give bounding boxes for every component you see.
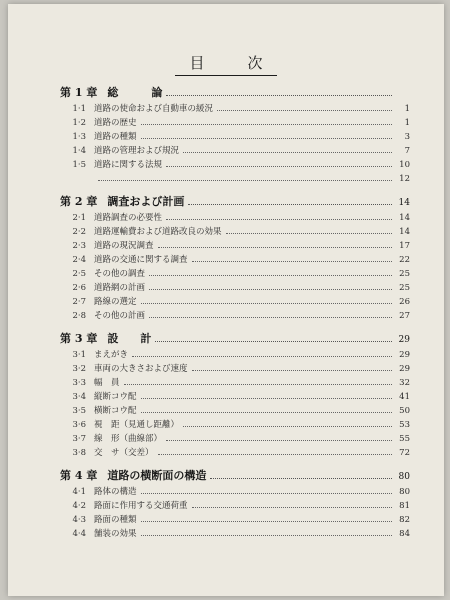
section-number: 3·7 bbox=[72, 434, 86, 444]
dot-leader bbox=[188, 203, 392, 205]
section-title: 路面の種類 bbox=[94, 515, 137, 525]
section-title: 道路の管理および規況 bbox=[94, 146, 180, 156]
dot-leader bbox=[166, 218, 392, 220]
section-page-number: 22 bbox=[399, 255, 410, 265]
dot-leader bbox=[192, 506, 392, 508]
toc-section-entry bbox=[60, 485, 410, 499]
dot-leader bbox=[192, 260, 392, 262]
section-page-number: 53 bbox=[399, 420, 410, 430]
section-page-number: 10 bbox=[399, 160, 410, 170]
section-number: 2·7 bbox=[72, 297, 86, 307]
dot-leader bbox=[149, 274, 392, 276]
toc-section-entry bbox=[60, 172, 410, 186]
dot-leader bbox=[210, 477, 392, 479]
dot-leader bbox=[149, 288, 392, 290]
section-page-number: 7 bbox=[404, 146, 410, 156]
toc-section-entry bbox=[60, 362, 410, 376]
toc-section-entry bbox=[60, 499, 410, 513]
section-title: まえがき bbox=[94, 350, 129, 360]
toc-section-entry bbox=[60, 239, 410, 253]
dot-leader bbox=[124, 383, 392, 385]
chapter-title: 総 論 bbox=[107, 86, 163, 99]
chapter-heading bbox=[60, 193, 410, 211]
toc-section-entry bbox=[60, 144, 410, 158]
section-page-number: 55 bbox=[399, 434, 410, 444]
dot-leader bbox=[155, 340, 392, 342]
section-page-number: 41 bbox=[399, 392, 410, 402]
chapter-number: 第 3 章 bbox=[60, 332, 98, 345]
section-number: 2·6 bbox=[72, 283, 86, 293]
book-page bbox=[8, 4, 444, 596]
chapter-heading bbox=[60, 330, 410, 348]
dot-leader bbox=[98, 179, 392, 181]
dot-leader bbox=[158, 246, 392, 248]
toc-section-entry bbox=[60, 376, 410, 390]
dot-leader bbox=[183, 425, 392, 427]
section-number: 3·8 bbox=[72, 448, 86, 458]
chapter-block bbox=[60, 84, 410, 186]
toc-section-entry bbox=[60, 446, 410, 460]
chapter-heading bbox=[60, 467, 410, 485]
section-page-number: 50 bbox=[399, 406, 410, 416]
section-page-number: 29 bbox=[399, 364, 410, 374]
dot-leader bbox=[226, 232, 392, 234]
section-number: 3·3 bbox=[72, 378, 86, 388]
chapter-page-number: 29 bbox=[398, 335, 410, 345]
toc-section-entry bbox=[60, 513, 410, 527]
section-title: 縦断コウ配 bbox=[94, 392, 137, 402]
section-number: 4·3 bbox=[72, 515, 86, 525]
section-page-number: 14 bbox=[399, 213, 410, 223]
section-number: 2·5 bbox=[72, 269, 86, 279]
section-page-number: 82 bbox=[399, 515, 410, 525]
chapter-page-number: 80 bbox=[398, 472, 410, 482]
dot-leader bbox=[149, 316, 392, 318]
toc-title: 目 次 bbox=[175, 52, 276, 76]
section-number: 4·4 bbox=[72, 529, 86, 539]
section-number: 2·1 bbox=[72, 213, 86, 223]
section-title: 道路の使命および自動車の緩況 bbox=[94, 104, 214, 114]
section-number: 2·3 bbox=[72, 241, 86, 251]
dot-leader bbox=[141, 397, 392, 399]
section-number: 2·4 bbox=[72, 255, 86, 265]
dot-leader bbox=[166, 165, 392, 167]
section-page-number: 17 bbox=[399, 241, 410, 251]
section-page-number: 1 bbox=[404, 104, 410, 114]
chapter-heading bbox=[60, 84, 410, 102]
chapter-title: 調査および計画 bbox=[107, 195, 185, 208]
section-page-number: 84 bbox=[399, 529, 410, 539]
toc-section-entry bbox=[60, 390, 410, 404]
section-page-number: 32 bbox=[399, 378, 410, 388]
section-page-number: 29 bbox=[399, 350, 410, 360]
dot-leader bbox=[141, 411, 392, 413]
section-title: 道路の現況調査 bbox=[94, 241, 154, 251]
dot-leader bbox=[141, 123, 392, 125]
toc-section-entry bbox=[60, 527, 410, 541]
section-page-number: 26 bbox=[399, 297, 410, 307]
section-number: 3·4 bbox=[72, 392, 86, 402]
section-number: 3·1 bbox=[72, 350, 86, 360]
toc-section-entry bbox=[60, 102, 410, 116]
chapter-title: 設 計 bbox=[107, 332, 152, 345]
toc-section-entry bbox=[60, 211, 410, 225]
section-page-number: 80 bbox=[399, 487, 410, 497]
chapter-block bbox=[60, 193, 410, 323]
toc-section-entry bbox=[60, 295, 410, 309]
dot-leader bbox=[217, 109, 392, 111]
chapter-block bbox=[60, 467, 410, 541]
section-title: 道路の交通に関する調査 bbox=[94, 255, 188, 265]
section-title: 舗装の効果 bbox=[94, 529, 137, 539]
section-page-number: 25 bbox=[399, 283, 410, 293]
section-page-number: 12 bbox=[399, 174, 410, 184]
toc-section-entry bbox=[60, 116, 410, 130]
dot-leader bbox=[141, 534, 392, 536]
chapter-title: 道路の横断面の構造 bbox=[107, 469, 207, 482]
section-number: 4·1 bbox=[72, 487, 86, 497]
section-page-number: 1 bbox=[404, 118, 410, 128]
section-title: 道路網の計画 bbox=[94, 283, 146, 293]
dot-leader bbox=[183, 151, 392, 153]
toc-section-entry bbox=[60, 158, 410, 172]
section-title: 道路の種類 bbox=[94, 132, 137, 142]
dot-leader bbox=[141, 302, 392, 304]
toc-section-entry bbox=[60, 404, 410, 418]
table-of-contents bbox=[60, 84, 410, 548]
section-title: 横断コウ配 bbox=[94, 406, 137, 416]
toc-section-entry bbox=[60, 281, 410, 295]
section-page-number: 81 bbox=[399, 501, 410, 511]
section-number: 3·2 bbox=[72, 364, 86, 374]
section-number: 2·2 bbox=[72, 227, 86, 237]
section-number: 1·5 bbox=[72, 160, 86, 170]
section-number: 1·4 bbox=[72, 146, 86, 156]
section-title: 路線の選定 bbox=[94, 297, 137, 307]
section-page-number: 3 bbox=[404, 132, 410, 142]
section-title: 交 サ（交差） bbox=[94, 448, 154, 458]
dot-leader bbox=[141, 520, 392, 522]
dot-leader bbox=[158, 453, 392, 455]
toc-section-entry bbox=[60, 432, 410, 446]
chapter-page-number: 14 bbox=[398, 198, 410, 208]
section-page-number: 14 bbox=[399, 227, 410, 237]
toc-section-entry bbox=[60, 418, 410, 432]
section-title: 路体の構造 bbox=[94, 487, 137, 497]
toc-section-entry bbox=[60, 253, 410, 267]
dot-leader bbox=[166, 94, 392, 96]
section-title: その他の調査 bbox=[94, 269, 146, 279]
section-page-number: 27 bbox=[399, 311, 410, 321]
section-number: 3·5 bbox=[72, 406, 86, 416]
section-page-number: 25 bbox=[399, 269, 410, 279]
section-page-number: 72 bbox=[399, 448, 410, 458]
section-number: 3·6 bbox=[72, 420, 86, 430]
toc-section-entry bbox=[60, 130, 410, 144]
section-title: 車両の大きさおよび速度 bbox=[94, 364, 188, 374]
section-title: 道路に関する法規 bbox=[94, 160, 163, 170]
toc-section-entry bbox=[60, 348, 410, 362]
dot-leader bbox=[166, 439, 392, 441]
chapter-number: 第 2 章 bbox=[60, 195, 98, 208]
section-title: 路面に作用する交通荷重 bbox=[94, 501, 188, 511]
toc-section-entry bbox=[60, 225, 410, 239]
section-title: 幅 員 bbox=[94, 378, 120, 388]
section-title: 道路の歴史 bbox=[94, 118, 137, 128]
section-title: その他の計画 bbox=[94, 311, 146, 321]
section-number: 2·8 bbox=[72, 311, 86, 321]
section-number: 4·2 bbox=[72, 501, 86, 511]
section-number: 1·3 bbox=[72, 132, 86, 142]
section-title: 道路運輸費および道路改良の効果 bbox=[94, 227, 222, 237]
chapter-number: 第 1 章 bbox=[60, 86, 98, 99]
dot-leader bbox=[141, 137, 392, 139]
section-number: 1·1 bbox=[72, 104, 86, 114]
chapter-number: 第 4 章 bbox=[60, 469, 98, 482]
dot-leader bbox=[192, 369, 392, 371]
chapter-block bbox=[60, 330, 410, 460]
section-title: 線 形（曲線部） bbox=[94, 434, 163, 444]
section-title: 視 距（見通し距離） bbox=[94, 420, 180, 430]
dot-leader bbox=[132, 355, 392, 357]
toc-section-entry bbox=[60, 267, 410, 281]
dot-leader bbox=[141, 492, 392, 494]
toc-section-entry bbox=[60, 309, 410, 323]
section-number: 1·2 bbox=[72, 118, 86, 128]
section-title: 道路調査の必要性 bbox=[94, 213, 163, 223]
toc-title-wrap bbox=[8, 52, 444, 76]
